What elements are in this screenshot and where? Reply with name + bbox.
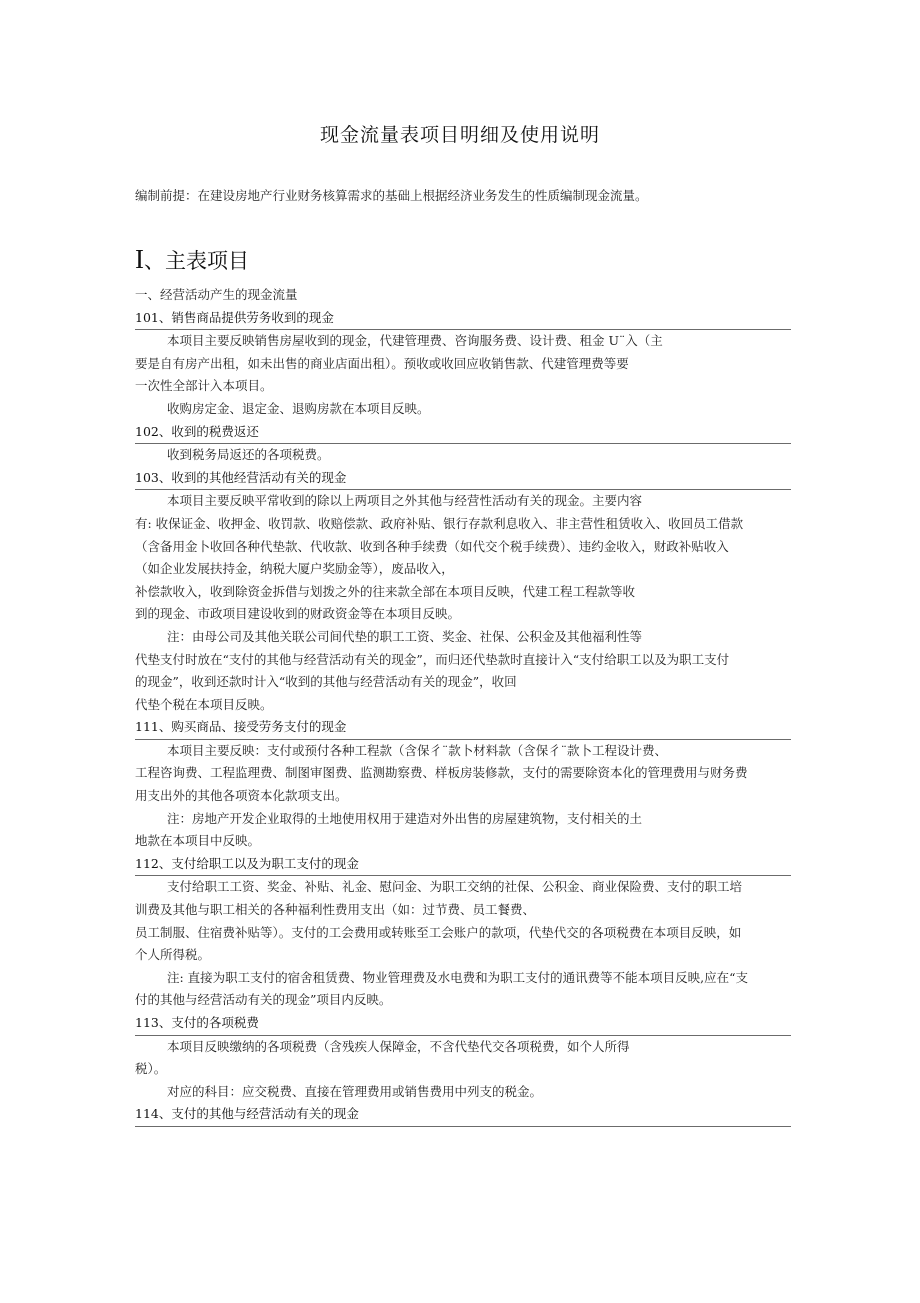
item-list — [135, 307, 791, 1127]
part-label: 、主表项目 — [144, 249, 249, 273]
paragraph-line: 一次性全部计入本项目。 — [135, 378, 273, 394]
item-heading: 113、支付的各项税费 — [135, 1012, 791, 1036]
part-heading — [135, 244, 249, 275]
paragraph-line: （如企业发展扶持金，纳税大厦户奖励金等），废品收入， — [135, 561, 454, 577]
cash-flow-item — [135, 1103, 791, 1127]
paragraph-line: 本项目主要反映：支付或预付各种工程款（含保彳¨款卜材料款（含保彳¨款卜工程设计费、 — [167, 742, 668, 758]
cash-flow-item — [135, 716, 791, 853]
paragraph-line: 收购房定金、退定金、退购房款在本项目反映。 — [167, 400, 430, 416]
paragraph-line: 支付给职工工资、奖金、补贴、礼金、慰问金、为职工交纳的社保、公积金、商业保险费、支付的职工培 — [167, 879, 743, 895]
paragraph-line: （含备用金卜收回各种代垫款、代收款、收到各种手续费（如代交个税手续费）、违约金收入，财政补贴收入 — [135, 538, 729, 554]
item-paragraph — [135, 626, 791, 716]
item-body — [135, 330, 791, 420]
cash-flow-item — [135, 1012, 791, 1103]
item-paragraph — [135, 330, 791, 398]
item-body — [135, 444, 791, 467]
paragraph-line: 到的现金、市政项目建设收到的财政资金等在本项目反映。 — [135, 606, 461, 622]
item-body — [135, 1036, 791, 1104]
cash-flow-item — [135, 467, 791, 717]
item-paragraph — [135, 444, 791, 467]
cash-flow-item — [135, 421, 791, 467]
paragraph-line: 代垫个税在本项目反映。 — [135, 696, 273, 712]
preface-text: 编制前提：在建设房地产行业财务核算需求的基础上根据经济业务发生的性质编制现金流量。 — [135, 188, 648, 203]
paragraph-line: 个人所得税。 — [135, 947, 211, 963]
document-body — [135, 284, 791, 1127]
item-heading: 102、收到的税费返还 — [135, 421, 791, 445]
item-paragraph — [135, 398, 791, 421]
item-paragraph — [135, 876, 791, 966]
section-title: 一、经营活动产生的现金流量 — [135, 287, 298, 302]
item-paragraph — [135, 808, 791, 853]
paragraph-line: 本项目反映缴纳的各项税费（含残疾人保障金，不含代垫代交各项税费，如个人所得 — [167, 1038, 630, 1054]
item-heading: 112、支付给职工以及为职工支付的现金 — [135, 853, 791, 877]
paragraph-line: 税）。 — [135, 1061, 167, 1077]
paragraph-line: 有: 收保证金、收押金、收罚款、收赔偿款、政府补贴、银行存款利息收入、非主营性租赁收入、收回员工借款 — [135, 515, 744, 531]
item-body — [135, 740, 791, 853]
paragraph-line: 注：房地产开发企业取得的土地使用权用于建造对外出售的房屋建筑物，支付相关的土 — [167, 810, 643, 826]
paragraph-line: 员工制服、住宿费补贴等）。支付的工会费用或转账至工会账户的款项，代垫代交的各项税费在本项目反映，如 — [135, 924, 742, 940]
paragraph-line: 的现金”，收到还款时计入“收到的其他与经营活动有关的现金”，收回 — [135, 674, 517, 690]
paragraph-line: 对应的科目：应交税费、直接在管理费用或销售费用中列支的税金。 — [167, 1083, 543, 1099]
item-body — [135, 876, 791, 1012]
item-heading: 101、销售商品提供劳务收到的现金 — [135, 307, 791, 331]
item-paragraph — [135, 740, 791, 808]
paragraph-line: 注：由母公司及其他关联公司间代垫的职工工资、奖金、社保、公积金及其他福利性等 — [167, 628, 643, 644]
paragraph-line: 付的其他与经营活动有关的现金”项目内反映。 — [135, 992, 392, 1008]
cash-flow-item — [135, 307, 791, 421]
document-title: 现金流量表项目明细及使用说明 — [319, 124, 600, 146]
item-body — [135, 490, 791, 716]
item-heading: 103、收到的其他经营活动有关的现金 — [135, 467, 791, 491]
item-paragraph — [135, 490, 791, 626]
paragraph-line: 工程咨询费、工程监理费、制图审图费、监测勘察费、样板房装修款，支付的需要除资本化的管理费用与财务费 — [135, 765, 748, 781]
item-heading: 111、购买商品、接受劳务支付的现金 — [135, 716, 791, 740]
paragraph-line: 本项目主要反映销售房屋收到的现金，代建管理费、咨询服务费、设计费、租金 U¨入（主 — [167, 333, 663, 349]
part-numeral: I — [135, 244, 144, 274]
paragraph-line: 地款在本项目中反映。 — [135, 833, 261, 849]
paragraph-line: 代垫支付时放在“支付的其他与经营活动有关的现金”，而归还代垫款时直接计入“支付给职工以及为职工支付 — [135, 651, 730, 667]
item-heading: 114、支付的其他与经营活动有关的现金 — [135, 1103, 791, 1127]
paragraph-line: 收到税务局返还的各项税费。 — [167, 447, 330, 463]
cash-flow-item — [135, 853, 791, 1012]
item-paragraph — [135, 967, 791, 1012]
paragraph-line: 要是自有房产出租，如未出售的商业店面出租）。预收或收回应收销售款、代建管理费等要 — [135, 355, 629, 371]
item-paragraph — [135, 1081, 791, 1104]
paragraph-line: 本项目主要反映平常收到的除以上两项目之外其他与经营性活动有关的现金。主要内容 — [167, 493, 643, 509]
item-paragraph — [135, 1036, 791, 1081]
paragraph-line: 注: 直接为职工支付的宿舍租赁费、物业管理费及水电费和为职工支付的通讯费等不能本项目反映,应在“支 — [167, 969, 749, 985]
paragraph-line: 用支出外的其他各项资本化款项支出。 — [135, 788, 348, 804]
paragraph-line: 补偿款收入，收到除资金拆借与划拨之外的往来款全部在本项目反映，代建工程工程款等收 — [135, 583, 636, 599]
paragraph-line: 训费及其他与职工相关的各种福利性费用支出（如：过节费、员工餐费、 — [135, 902, 536, 918]
